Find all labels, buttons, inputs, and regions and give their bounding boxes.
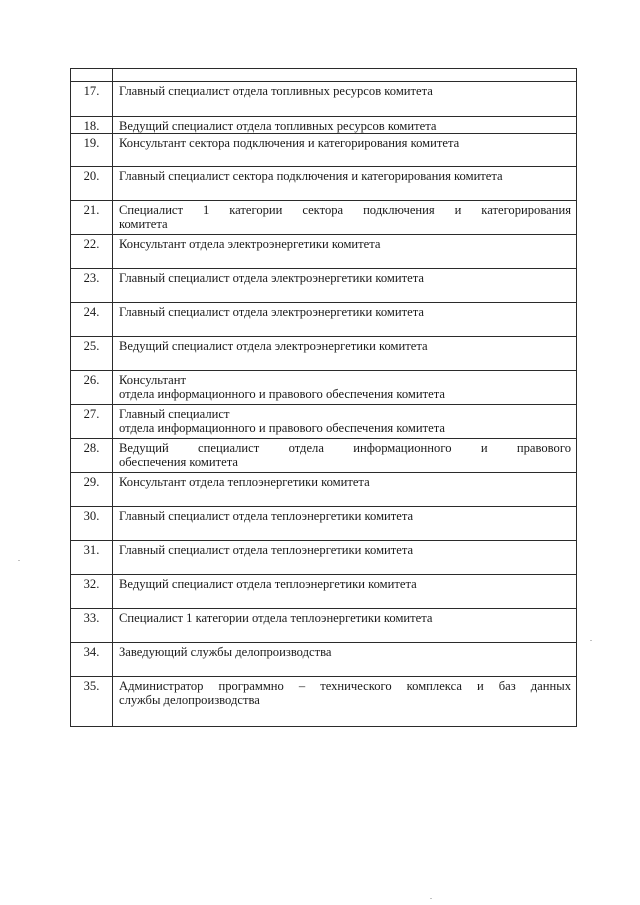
table-row (71, 269, 577, 303)
row-title-line2: комитета (119, 217, 168, 231)
table-row (71, 371, 577, 405)
table-row (71, 541, 577, 575)
row-number: 24. (71, 303, 113, 337)
table-row (71, 201, 577, 235)
positions-table (70, 68, 577, 727)
row-position-title: Главный специалист отдела электроэнергетики комитета (113, 303, 577, 337)
row-position-title: Консультант отдела теплоэнергетики комитета (113, 473, 577, 507)
row-position-title: Главный специалист отдела теплоэнергетики комитета (113, 541, 577, 575)
table-row (71, 643, 577, 677)
table-row (71, 117, 577, 134)
table-row (71, 303, 577, 337)
row-number: 31. (71, 541, 113, 575)
row-title-line2: службы делопроизводства (119, 693, 260, 707)
row-position-title (113, 405, 577, 439)
row-position-title (113, 677, 577, 727)
row-title-line1: Консультант (119, 373, 187, 387)
table-row (71, 677, 577, 727)
table-cell (113, 69, 577, 82)
row-position-title: Главный специалист отдела теплоэнергетики комитета (113, 507, 577, 541)
table-row (71, 507, 577, 541)
row-position-title (113, 201, 577, 235)
row-number: 34. (71, 643, 113, 677)
row-title-line1: Главный специалист (119, 407, 230, 421)
row-number: 22. (71, 235, 113, 269)
row-position-title: Главный специалист отдела электроэнергетики комитета (113, 269, 577, 303)
row-position-title: Главный специалист отдела топливных ресурсов комитета (113, 82, 577, 117)
row-number: 29. (71, 473, 113, 507)
row-position-title: Специалист 1 категории отдела теплоэнергетики комитета (113, 609, 577, 643)
table-row (71, 134, 577, 167)
row-position-title (113, 439, 577, 473)
table-row (71, 167, 577, 201)
row-number: 28. (71, 439, 113, 473)
table-row (71, 439, 577, 473)
row-title-line2: отдела информационного и правового обеспечения комитета (119, 421, 445, 435)
row-number: 26. (71, 371, 113, 405)
row-number: 25. (71, 337, 113, 371)
row-number: 18. (71, 117, 113, 134)
row-title-line1: Ведущий специалист отдела информационного и правового (119, 441, 571, 455)
row-position-title: Заведующий службы делопроизводства (113, 643, 577, 677)
table-row (71, 235, 577, 269)
row-position-title: Главный специалист сектора подключения и категорирования комитета (113, 167, 577, 201)
row-position-title: Ведущий специалист отдела электроэнергетики комитета (113, 337, 577, 371)
table-row (71, 609, 577, 643)
scan-speck (590, 640, 592, 641)
scan-speck (18, 560, 20, 561)
row-number: 27. (71, 405, 113, 439)
table-row (71, 82, 577, 117)
row-number: 19. (71, 134, 113, 167)
table-row (71, 405, 577, 439)
row-position-title (113, 371, 577, 405)
row-title-line2: обеспечения комитета (119, 455, 238, 469)
row-position-title: Ведущий специалист отдела топливных ресурсов комитета (113, 117, 577, 134)
table-cell (71, 69, 113, 82)
row-position-title: Консультант отдела электроэнергетики комитета (113, 235, 577, 269)
scan-speck (430, 898, 432, 899)
row-number: 33. (71, 609, 113, 643)
row-title-line2: отдела информационного и правового обеспечения комитета (119, 387, 445, 401)
table-header-gap-row (71, 69, 577, 82)
row-number: 20. (71, 167, 113, 201)
row-number: 21. (71, 201, 113, 235)
table-row (71, 575, 577, 609)
table-row (71, 337, 577, 371)
row-title-line1: Администратор программно – технического комплекса и баз данных (119, 679, 571, 693)
row-number: 23. (71, 269, 113, 303)
row-position-title: Ведущий специалист отдела теплоэнергетики комитета (113, 575, 577, 609)
row-number: 30. (71, 507, 113, 541)
row-number: 17. (71, 82, 113, 117)
row-number: 35. (71, 677, 113, 727)
row-position-title: Консультант сектора подключения и категорирования комитета (113, 134, 577, 167)
row-title-line1: Специалист 1 категории сектора подключения и категорирования (119, 203, 571, 217)
table-row (71, 473, 577, 507)
row-number: 32. (71, 575, 113, 609)
